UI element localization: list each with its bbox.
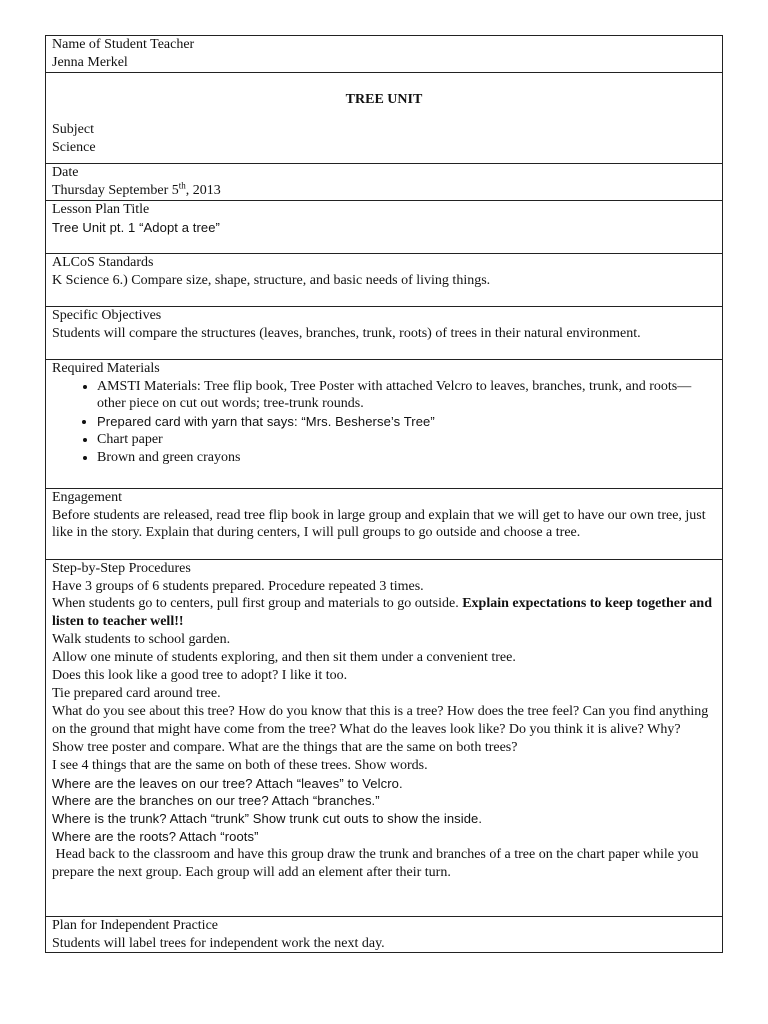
procedure-step: I see 4 things that are the same on both of these trees. Show words. [52, 757, 428, 773]
subject-value: Science [52, 139, 96, 155]
procedure-emphasis: Explain expectations to keep together and listen to teacher well!! [52, 596, 716, 630]
procedure-step: When students go to centers, pull first group and materials to go outside. Explain expectations to keep together and listen to teacher well!! [52, 596, 716, 630]
procedure-step: Where are the roots? Attach “roots” [52, 829, 259, 845]
row-lesson-title [46, 200, 723, 253]
lesson-title-label: Lesson Plan Title [52, 201, 150, 217]
standards-value: K Science 6.) Compare size, shape, structure, and basic needs of living things. [52, 272, 491, 288]
procedure-step: Tie prepared card around tree. [52, 685, 221, 701]
procedure-step: Have 3 groups of 6 students prepared. Procedure repeated 3 times. [52, 578, 424, 594]
row-independent-practice [46, 916, 723, 953]
objectives-label: Specific Objectives [52, 307, 162, 323]
cell-standards [46, 253, 723, 306]
objectives-value: Students will compare the structures (leaves, branches, trunk, roots) of trees in their natural environment. [52, 325, 641, 341]
cell-date [46, 163, 723, 200]
date-label: Date [52, 164, 79, 180]
student-teacher-label: Name of Student Teacher [52, 37, 195, 52]
procedure-step: What do you see about this tree? How do you know that this is a tree? How does the tree feel? Can you find anything on the ground that might have come from the tree? What do the leaves look like? Do you think it is alive? Why? [52, 703, 712, 737]
materials-item: • AMSTI Materials: Tree flip book, Tree Poster with attached Velcro to leaves, branches, trunk, and roots—other piece on cut out words; tree-trunk rounds. [97, 378, 716, 414]
row-materials [46, 359, 723, 488]
cell-unit-subject [46, 72, 723, 163]
materials-item: • Prepared card with yarn that says: “Mrs. Besherse’s Tree” [97, 413, 716, 431]
independent-practice-value: Students will label trees for independent work the next day. [52, 935, 385, 951]
cell-objectives [46, 306, 723, 359]
engagement-value: Before students are released, read tree flip book in large group and explain that we will get to have our own tree, just like in the story. Explain that during centers, I will pull groups to go outside and choose a tree. [52, 507, 710, 541]
procedure-step: Show tree poster and compare. What are the things that are the same on both trees? [52, 739, 518, 755]
row-student-teacher [46, 36, 723, 73]
standards-label: ALCoS Standards [52, 254, 154, 270]
materials-item: • Chart paper [97, 431, 716, 449]
row-engagement [46, 488, 723, 559]
cell-materials [46, 359, 723, 488]
row-objectives [46, 306, 723, 359]
procedure-step: Does this look like a good tree to adopt? I like it too. [52, 668, 348, 684]
row-standards [46, 253, 723, 306]
row-procedures [46, 559, 723, 916]
date-value: Thursday September 5th, 2013 [52, 180, 221, 198]
cell-procedures [46, 559, 723, 916]
procedure-step: Head back to the classroom and have this group draw the trunk and branches of a tree on the chart paper while you prepare the next group. Each group will add an element after their turn. [52, 847, 702, 881]
cell-engagement [46, 488, 723, 559]
procedure-step: Where is the trunk? Attach “trunk” Show trunk cut outs to show the inside. [52, 811, 483, 827]
lesson-plan-sheet [45, 35, 723, 953]
engagement-label: Engagement [52, 489, 122, 505]
materials-item: • Brown and green crayons [97, 449, 716, 467]
procedure-step: Where are the leaves on our tree? Attach “leaves” to Velcro. [52, 775, 403, 791]
procedure-step: Walk students to school garden. [52, 632, 231, 648]
cell-student-teacher [46, 36, 723, 73]
student-teacher-name: Jenna Merkel [52, 54, 128, 70]
unit-title: TREE UNIT [345, 91, 423, 107]
lesson-title-value: Tree Unit pt. 1 “Adopt a tree” [52, 219, 220, 235]
materials-label: Required Materials [52, 360, 160, 376]
procedures-label: Step-by-Step Procedures [52, 560, 191, 576]
procedure-step: Allow one minute of students exploring, and then sit them under a convenient tree. [52, 650, 516, 666]
cell-lesson-title [46, 200, 723, 253]
independent-practice-label: Plan for Independent Practice [52, 917, 218, 933]
procedure-step: Where are the branches on our tree? Attach “branches.” [52, 793, 380, 809]
subject-label: Subject [52, 121, 94, 137]
materials-list [52, 378, 716, 468]
row-unit-subject [46, 72, 723, 163]
lesson-plan-table [45, 35, 723, 953]
row-date [46, 163, 723, 200]
cell-independent-practice [46, 916, 723, 953]
